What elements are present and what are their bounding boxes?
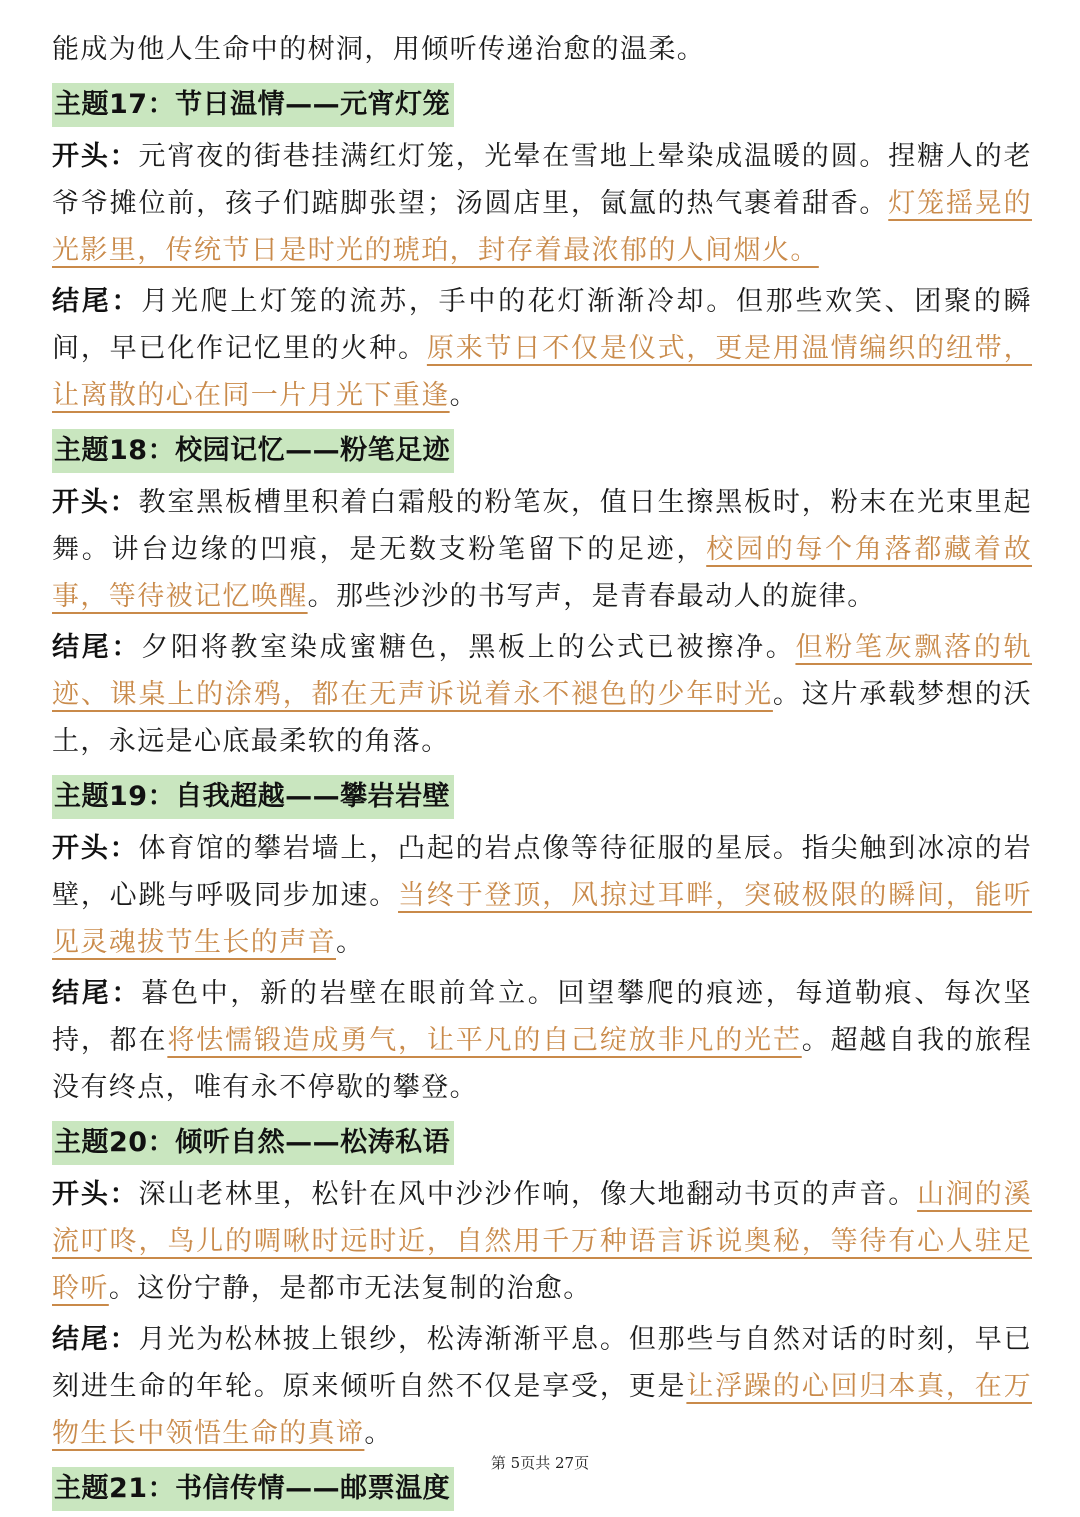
opening-label: 开头：	[52, 1179, 139, 1210]
section-heading: 主题18：校园记忆——粉笔足迹	[52, 429, 454, 473]
opening-text: 深山老林里，松针在风中沙沙作响，像大地翻动书页的声音。	[138, 1179, 918, 1210]
ending-text: 夕阳将教室染成蜜糖色，黑板上的公式已被擦净。	[141, 632, 796, 663]
opening-highlight: 山涧的溪流叮咚，鸟儿的啁啾时远时近，自然用千万种语言诉说奥秘，等待有心人驻足聆听	[52, 1179, 1032, 1304]
ending-text: 暮色中，新的岩壁在眼前耸立。回望攀爬的痕迹，每道勒痕、每次坚持，都在	[52, 978, 1033, 1056]
opening-label: 开头：	[52, 833, 139, 864]
opening-highlight: 当终于登顶，风掠过耳畔，突破极限的瞬间，能听见灵魂拔节生长的声音	[52, 880, 1032, 958]
opening-paragraph	[52, 133, 1032, 274]
opening-highlight: 校园的每个角落都藏着故事，等待被记忆唤醒	[52, 534, 1032, 612]
section-heading: 主题21：书信传情——邮票温度	[52, 1467, 454, 1511]
section-17	[52, 77, 1032, 419]
ending-label: 结尾：	[52, 286, 142, 317]
page-footer: 第 5页共 27页	[490, 1454, 590, 1472]
ending-label: 结尾：	[52, 1324, 139, 1355]
ending-text: 月光为松林披上银纱，松涛渐渐平息。但那些与自然对话的时刻，早已刻进生命的年轮。原来倾听自然不仅是享受，更是	[52, 1324, 1032, 1402]
opening-text-tail: 。	[336, 927, 365, 958]
document-page	[52, 26, 1032, 1517]
opening-highlight: 灯笼摇晃的光影里，传统节日是时光的琥珀，封存着最浓郁的人间烟火。	[52, 188, 1032, 266]
intro-paragraph	[52, 26, 1032, 73]
ending-text-tail: 。	[364, 1418, 393, 1449]
section-19	[52, 769, 1032, 1111]
ending-text: 月光爬上灯笼的流苏，手中的花灯渐渐冷却。但那些欢笑、团聚的瞬间，早已化作记忆里的火种。	[52, 286, 1033, 364]
ending-highlight: 原来节日不仅是仪式，更是用温情编织的纽带，让离散的心在同一片月光下重逢	[52, 333, 1032, 411]
ending-paragraph	[52, 1316, 1032, 1457]
ending-text-tail: 。这片承载梦想的沃土，永远是心底最柔软的角落。	[52, 679, 1032, 757]
ending-label: 结尾：	[52, 978, 142, 1009]
opening-text: 元宵夜的街巷挂满红灯笼，光晕在雪地上晕染成温暖的圆。捏糖人的老爷爷摊位前，孩子们踮脚张望；汤圆店里，氤氲的热气裹着甜香。	[52, 141, 1032, 219]
ending-text-tail: 。超越自我的旅程没有终点，唯有永不停歇的攀登。	[52, 1025, 1032, 1103]
opening-label: 开头：	[52, 141, 139, 172]
ending-highlight: 让浮躁的心回归本真，在万物生长中领悟生命的真谛	[52, 1371, 1032, 1449]
opening-text: 教室黑板槽里积着白霜般的粉笔灰，值日生擦黑板时，粉末在光束里起舞。讲台边缘的凹痕，是无数支粉笔留下的足迹，	[52, 487, 1032, 565]
section-heading: 主题19：自我超越——攀岩岩壁	[52, 775, 454, 819]
section-heading: 主题17：节日温情——元宵灯笼	[52, 83, 454, 127]
opening-paragraph	[52, 1171, 1032, 1312]
opening-text-tail: 。那些沙沙的书写声，是青春最动人的旋律。	[307, 581, 876, 612]
ending-text-tail: 。	[449, 380, 479, 411]
ending-label: 结尾：	[52, 632, 142, 663]
ending-highlight: 将怯懦锻造成勇气，让平凡的自己绽放非凡的光芒	[167, 1025, 802, 1056]
opening-paragraph	[52, 479, 1032, 620]
ending-paragraph	[52, 278, 1032, 419]
section-heading: 主题20：倾听自然——松涛私语	[52, 1121, 454, 1165]
section-18	[52, 423, 1032, 765]
ending-highlight: 但粉笔灰飘落的轨迹、课桌上的涂鸦，都在无声诉说着永不褪色的少年时光	[52, 632, 1032, 710]
opening-text-tail: 。这份宁静，是都市无法复制的治愈。	[108, 1273, 592, 1304]
section-20	[52, 1115, 1032, 1457]
opening-text: 体育馆的攀岩墙上，凸起的岩点像等待征服的星辰。指尖触到冰凉的岩壁，心跳与呼吸同步加速。	[52, 833, 1032, 911]
ending-paragraph	[52, 624, 1032, 765]
opening-label: 开头：	[52, 487, 139, 518]
ending-paragraph	[52, 970, 1032, 1111]
opening-paragraph	[52, 825, 1032, 966]
intro-text: 能成为他人生命中的树洞，用倾听传递治愈的温柔。	[52, 34, 706, 65]
